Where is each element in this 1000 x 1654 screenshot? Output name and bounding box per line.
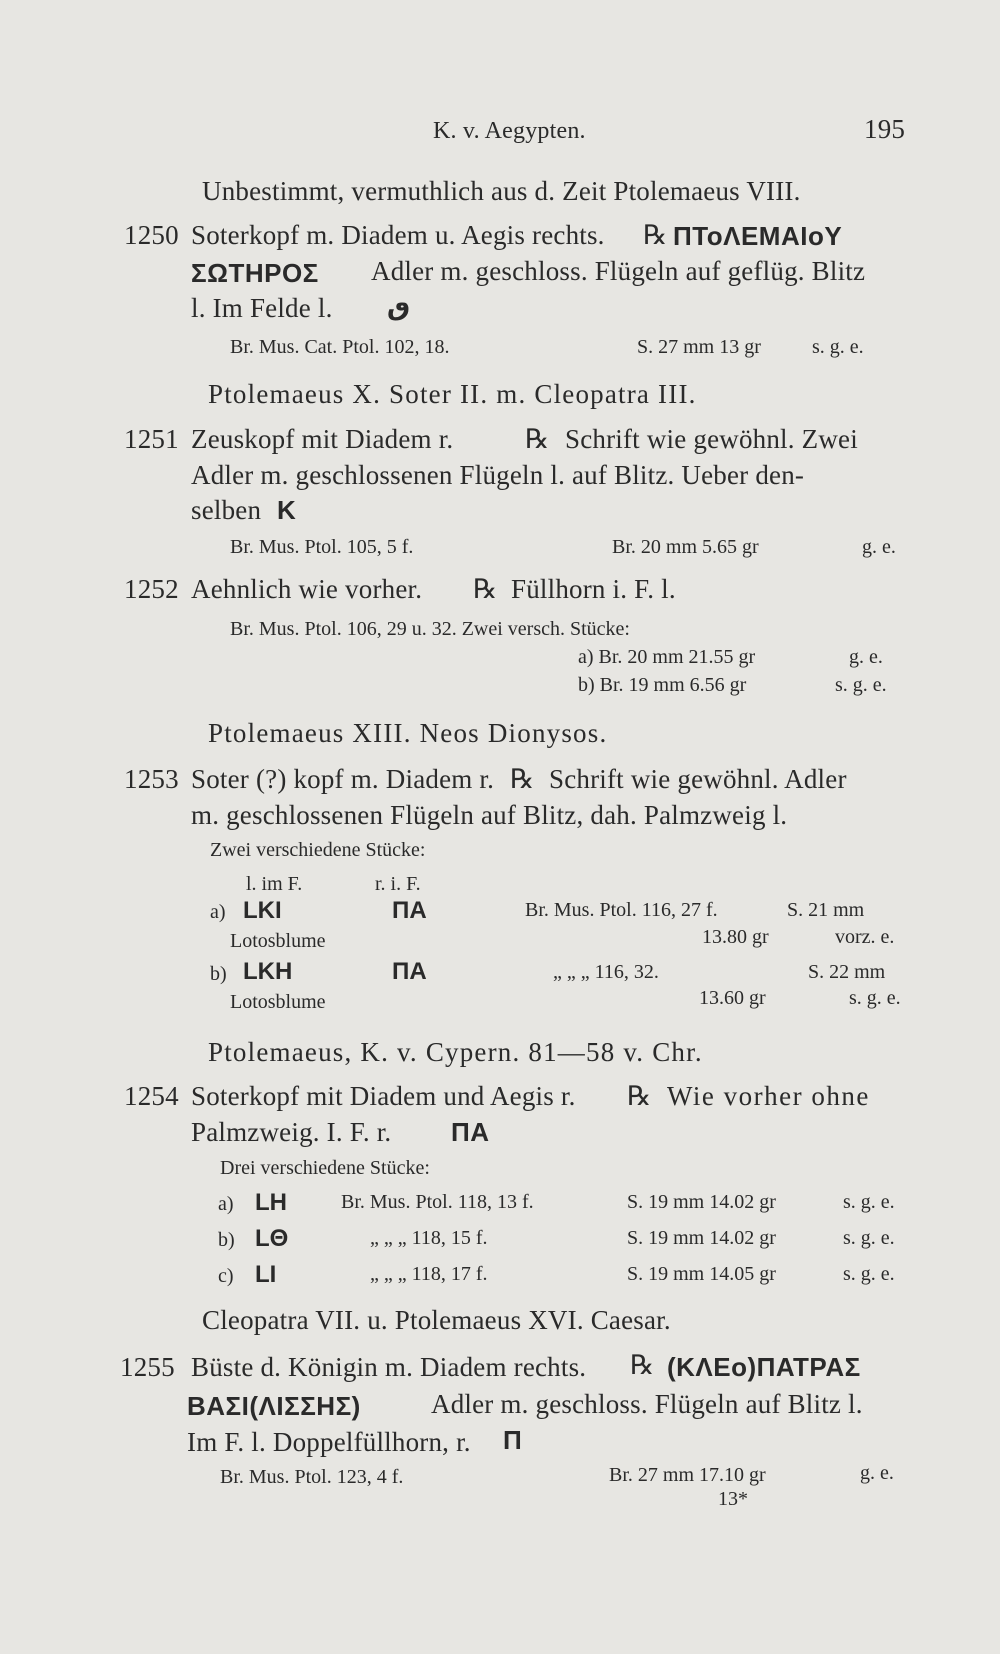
- greek-legend: LKI: [243, 897, 282, 924]
- greek-legend: LΘ: [255, 1225, 289, 1252]
- reverse-symbol: ℞: [643, 220, 668, 250]
- reverse-symbol: ℞: [510, 764, 535, 794]
- field-symbol-note: Lotosblume: [230, 930, 326, 952]
- coin-metrics: S. 19 mm 14.02 gr: [627, 1227, 776, 1249]
- condition: s. g. e.: [812, 336, 864, 358]
- section-heading-unbestimmt: Unbestimmt, vermuthlich aus d. Zeit Ptolemaeus VIII.: [202, 176, 801, 206]
- coin-metrics: S. 19 mm 14.05 gr: [627, 1263, 776, 1285]
- catalogue-reference: Br. Mus. Ptol. 116, 27 f.: [525, 899, 718, 921]
- entry-description: Im F. l. Doppelfüllhorn, r.: [187, 1427, 471, 1457]
- condition: s. g. e.: [849, 987, 901, 1009]
- entry-description: l. Im Felde l.: [191, 293, 333, 323]
- entry-number: 1251: [124, 424, 179, 454]
- entry-description: Adler m. geschlossenen Flügeln l. auf Blitz. Ueber den-: [191, 460, 805, 490]
- variety-label: a): [218, 1193, 234, 1215]
- entry-description: Wie vorher ohne: [667, 1081, 870, 1111]
- greek-legend: LI: [255, 1261, 277, 1288]
- catalogue-reference: Br. Mus. Ptol. 105, 5 f.: [230, 536, 414, 558]
- variety-label: c): [218, 1265, 234, 1287]
- section-heading: Cleopatra VII. u. Ptolemaeus XVI. Caesar.: [202, 1305, 671, 1335]
- section-heading: Ptolemaeus, K. v. Cypern. 81—58 v. Chr.: [208, 1037, 703, 1067]
- condition: g. e.: [862, 536, 896, 558]
- catalogue-reference: „ „ „ 118, 17 f.: [370, 1263, 488, 1285]
- greek-legend: (ΚΛΕο)ΠΑΤΡΑΣ: [667, 1352, 861, 1382]
- entry-number: 1250: [124, 220, 179, 250]
- greek-legend: LKH: [243, 958, 293, 985]
- catalogue-reference: Br. Mus. Cat. Ptol. 102, 18.: [230, 336, 450, 358]
- entry-description: Soterkopf mit Diadem und Aegis r.: [191, 1081, 576, 1111]
- entry-description: Füllhorn i. F. l.: [511, 574, 676, 604]
- column-label-right: r. i. F.: [375, 873, 421, 895]
- entry-number: 1253: [124, 764, 179, 794]
- coin-size: S. 21 mm: [787, 899, 865, 921]
- greek-legend: ΠΤοΛΕΜΑΙοΥ: [673, 221, 843, 251]
- entry-description: selben: [191, 495, 262, 525]
- entry-description: Büste d. Königin m. Diadem rechts.: [191, 1352, 587, 1382]
- greek-legend: ΠΑ: [392, 897, 427, 924]
- catalogue-reference: „ „ „ 118, 15 f.: [370, 1227, 488, 1249]
- variety-a: a) Br. 20 mm 21.55 gr: [578, 646, 756, 668]
- signature-mark: 13*: [718, 1488, 748, 1510]
- coin-size: S. 22 mm: [808, 961, 886, 983]
- catalogue-reference: „ „ „ 116, 32.: [553, 961, 659, 983]
- greek-legend: ΣΩΤΗΡΟΣ: [191, 258, 319, 288]
- coin-metrics: S. 27 mm 13 gr: [637, 336, 761, 358]
- greek-legend: ΠΑ: [451, 1117, 490, 1147]
- entry-number: 1252: [124, 574, 179, 604]
- running-title: K. v. Aegypten.: [433, 118, 586, 144]
- greek-legend: ΒΑΣΙ(ΛΙΣΣΗΣ): [187, 1391, 361, 1421]
- entry-description: Aehnlich wie vorher.: [191, 574, 423, 604]
- page-number: 195: [864, 114, 906, 144]
- condition: s. g. e.: [843, 1263, 895, 1285]
- variety-b: b) Br. 19 mm 6.56 gr: [578, 674, 747, 696]
- reverse-symbol: ℞: [473, 574, 498, 604]
- catalogue-reference: Br. Mus. Ptol. 106, 29 u. 32. Zwei versch. Stücke:: [230, 618, 630, 640]
- condition: vorz. e.: [835, 926, 895, 948]
- section-heading: Ptolemaeus XIII. Neos Dionysos.: [208, 718, 608, 748]
- varieties-label: Drei verschiedene Stücke:: [220, 1157, 430, 1179]
- reverse-symbol: ℞: [627, 1081, 652, 1111]
- entry-description: Schrift wie gewöhnl. Adler: [549, 764, 847, 794]
- condition: s. g. e.: [835, 674, 887, 696]
- entry-description: m. geschlossenen Flügeln auf Blitz, dah. Palmzweig l.: [191, 800, 788, 830]
- section-heading: Ptolemaeus X. Soter II. m. Cleopatra III.: [208, 379, 697, 409]
- entry-number: 1254: [124, 1081, 179, 1111]
- entry-description: Soter (?) kopf m. Diadem r.: [191, 764, 495, 794]
- coin-metrics: Br. 27 mm 17.10 gr: [609, 1464, 766, 1486]
- column-label-left: l. im F.: [246, 873, 303, 895]
- variety-label: b): [218, 1229, 235, 1251]
- condition: g. e.: [860, 1462, 894, 1484]
- entry-description: Zeuskopf mit Diadem r.: [191, 424, 454, 454]
- entry-description: Adler m. geschloss. Flügeln auf Blitz l.: [431, 1389, 863, 1419]
- varieties-label: Zwei verschiedene Stücke:: [210, 839, 426, 861]
- field-monogram: ٯ: [387, 291, 411, 321]
- condition: g. e.: [849, 646, 883, 668]
- coin-weight: 13.60 gr: [699, 987, 766, 1009]
- field-monogram: K: [277, 495, 297, 525]
- field-symbol-note: Lotosblume: [230, 991, 326, 1013]
- greek-legend: ΠΑ: [392, 958, 427, 985]
- field-monogram: Π: [503, 1425, 523, 1455]
- entry-description: Adler m. geschloss. Flügeln auf geflüg. Blitz: [371, 256, 866, 286]
- entry-description: Palmzweig. I. F. r.: [191, 1117, 392, 1147]
- variety-label: b): [210, 963, 227, 985]
- condition: s. g. e.: [843, 1191, 895, 1213]
- coin-metrics: S. 19 mm 14.02 gr: [627, 1191, 776, 1213]
- condition: s. g. e.: [843, 1227, 895, 1249]
- catalogue-reference: Br. Mus. Ptol. 123, 4 f.: [220, 1466, 404, 1488]
- variety-label: a): [210, 901, 226, 923]
- entry-description: Soterkopf m. Diadem u. Aegis rechts.: [191, 220, 605, 250]
- coin-weight: 13.80 gr: [702, 926, 769, 948]
- entry-description: Schrift wie gewöhnl. Zwei: [565, 424, 858, 454]
- reverse-symbol: ℞: [630, 1350, 655, 1380]
- greek-legend: LH: [255, 1189, 287, 1216]
- reverse-symbol: ℞: [525, 424, 550, 454]
- coin-metrics: Br. 20 mm 5.65 gr: [612, 536, 759, 558]
- catalogue-reference: Br. Mus. Ptol. 118, 13 f.: [341, 1191, 534, 1213]
- entry-number: 1255: [120, 1352, 175, 1382]
